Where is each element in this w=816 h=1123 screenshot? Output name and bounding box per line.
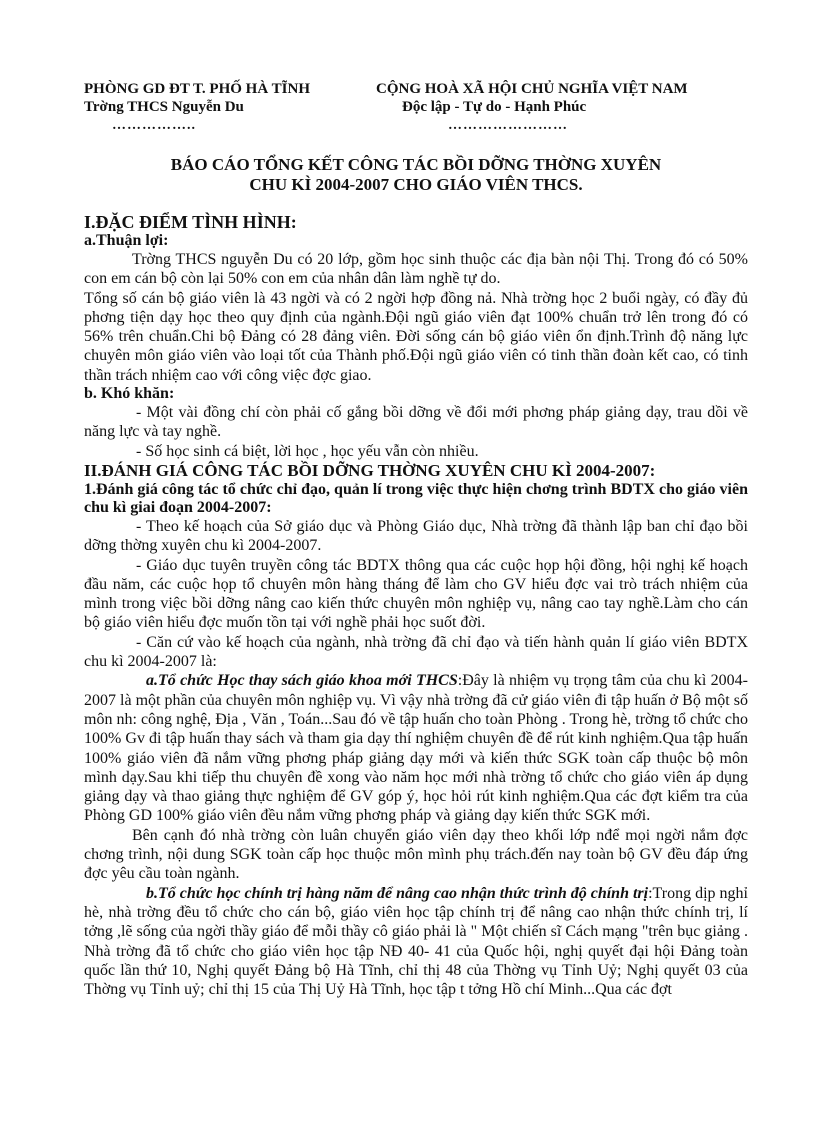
header-right — [376, 80, 688, 116]
paragraph: - Một vài đồng chí còn phải cố gắng bồi dỡng về đổi mới phơng pháp giảng dạy, trau dồi về năng lực và tay nghề. — [84, 404, 748, 441]
national-slogan: Độc lập - Tự do - Hạnh Phúc — [402, 99, 587, 115]
title-line-1: BÁO CÁO TỔNG KẾT CÔNG TÁC BỒI DỠNG THỜNG XUYÊN — [170, 155, 662, 174]
school-name: Trờng THCS Nguyễn Du — [84, 99, 244, 115]
paragraph — [84, 671, 748, 825]
header-right-dots: …………………… — [448, 118, 568, 133]
paragraph: - Số học sinh cá biệt, lời học , học yếu vẫn còn nhiều. — [136, 442, 479, 460]
item-a-lead: a.Tổ chức Học thay sách giáo khoa mới THCS — [146, 672, 458, 690]
header-left-dots: …………….. — [112, 118, 196, 133]
national-motto: CỘNG HOÀ XÃ HỘI CHỦ NGHĨA VIỆT NAM — [376, 81, 688, 97]
subsection-1-heading: 1.Đánh giá công tác tổ chức chỉ đạo, quản lí trong việc thực hiện chơng trình BDTX cho giáo viên chu kì giai đoạn 2004-2007: — [84, 480, 748, 516]
item-b-text: :Trong dịp nghỉ hè, nhà trờng đều tổ chức cho cán bộ, giáo viên học tập chính trị để nâng cao nhận thức chính trị, lí tởng ,lẽ sống của ngời thầy giáo để mỗi thầy cô giáo phải là " Một chiến sĩ Cách mạng "trên bục giảng . Nhà trờng đã tổ chức cho giáo viên học tập NĐ 40- 41 của Quốc hội, nghị quyết đại hội Đảng toàn quốc lần thứ 10, Nghị quyết Đảng bộ Hà Tĩnh, chỉ thị 48 của Thờng vụ Tỉnh Uỷ; Nghị quyết 03 của Thờng vụ Tỉnh uỷ; chỉ thị 15 của Thị Uỷ Hà Tĩnh, học tập t tởng Hồ chí Minh...Qua các đợt — [84, 884, 749, 999]
paragraph: Bên cạnh đó nhà trờng còn luân chuyển giáo viên dạy theo khối lớp nđể mọi ngời nắm đợc chơng trình, nội dung SGK toàn cấp học thuộc môn mình phụ trách.đến nay toàn bộ GV đều đáp ứng đợc yêu cầu toàn ngành. — [84, 826, 748, 883]
report-body — [84, 212, 748, 999]
title-line-2: CHU KÌ 2004-2007 CHO GIÁO VIÊN THCS. — [249, 175, 583, 194]
paragraph: - Căn cứ vào kế hoạch của ngành, nhà trờng đã chỉ đạo và tiến hành quản lí giáo viên BDTX chu kì 2004-2007 là: — [84, 633, 748, 671]
paragraph: - Theo kế hoạch của Sở giáo dục và Phòng Giáo dục, Nhà trờng đã thành lập ban chỉ đạo bồi dỡng thờng xuyên chu kì 2004-2007. — [84, 517, 748, 555]
subsection-a-heading: a.Thuận lợi: — [84, 232, 169, 249]
paragraph: - Giáo dục tuyên truyền công tác BDTX thông qua các cuộc họp hội đồng, hội nghị kế hoạch đầu năm, các cuộc họp tổ chuyên môn hàng tháng để làm cho GV hiểu đợc vai trò trách nhiệm của mình trong việc bồi dỡng nâng cao kiến thức chuyên môn nghiệp vụ, nâng cao tay nghề.Làm cho cán bộ giáo viên hiểu đợc muốn tồn tại với nghề phải học suốt đời. — [84, 556, 748, 632]
paragraph: Trờng THCS nguyễn Du có 20 lớp, gồm học sinh thuộc các địa bàn nội Thị. Trong đó có 50% con em cán bộ còn lại 50% con em của nhân dân làm nghề tự do. — [84, 251, 748, 288]
section-2-heading: II.ĐÁNH GIÁ CÔNG TÁC BỒI DỠNG THỜNG XUYÊN CHU KÌ 2004-2007: — [84, 460, 656, 480]
department-name: PHÒNG GD ĐT T. PHỐ HÀ TĨNH — [84, 81, 311, 97]
paragraph: Tổng số cán bộ giáo viên là 43 ngời và có 2 ngời hợp đồng nả. Nhà trờng học 2 buổi ngày, có đầy đủ phơng tiện dạy học theo quy định của ngành.Đội ngũ giáo viên đạt 100% chuẩn trở lên trong đó có 56% trên chuẩn.Chi bộ Đảng có 28 đảng viên. Đời sống cán bộ giáo viên ổn định.Trình độ năng lực chuyên môn giáo viên vào loại tốt của Thành phố.Đội ngũ giáo viên có tinh thần đoàn kết cao, có tinh thần trách nhiệm cao với công việc đợc giao. — [84, 289, 748, 384]
subsection-b-heading: b. Khó khăn: — [84, 385, 175, 403]
header-left — [84, 80, 310, 116]
item-a-text: :Đây là nhiệm vụ trọng tâm của chu kì 2004-2007 là một phần của chuyên môn nghiệp vụ. Vì vậy nhà trờng đã cử giáo viên đi tập huấn ở Bộ một số môn nh: công nghệ, Địa , Văn , Toán...Sau đó về tập huấn cho toàn Phòng . Trong hè, trờng tổ chức cho 100% Gv đi tập huấn thay sách và tham gia dạy thí nghiệm chuyên đề để rút kinh nghiệm.Qua tập huấn 100% giáo viên đã nắm vững phơng pháp giảng dạy mới và kiến thức SGK toàn cấp thuộc bộ môn mình dạy.Sau khi tiếp thu chuyên đề xong vào năm học mới nhà trờng tổ chức cho giáo viên áp dụng giảng dạy và thao giảng thực nghiệm để GV góp ý, học hỏi rút kinh nghiệm.Qua các đợt kiểm tra của Phòng GD 100% giáo viên đều nắm vững phơng pháp và giảng dạy kiến thức SGK mới. — [84, 672, 748, 825]
report-title — [84, 155, 748, 195]
section-1-heading: I.ĐẶC ĐIỂM TÌNH HÌNH: — [84, 212, 297, 232]
paragraph — [84, 884, 748, 1000]
item-b-lead: b.Tổ chức học chính trị hàng năm để nâng cao nhận thức trình độ chính trị — [146, 884, 649, 902]
